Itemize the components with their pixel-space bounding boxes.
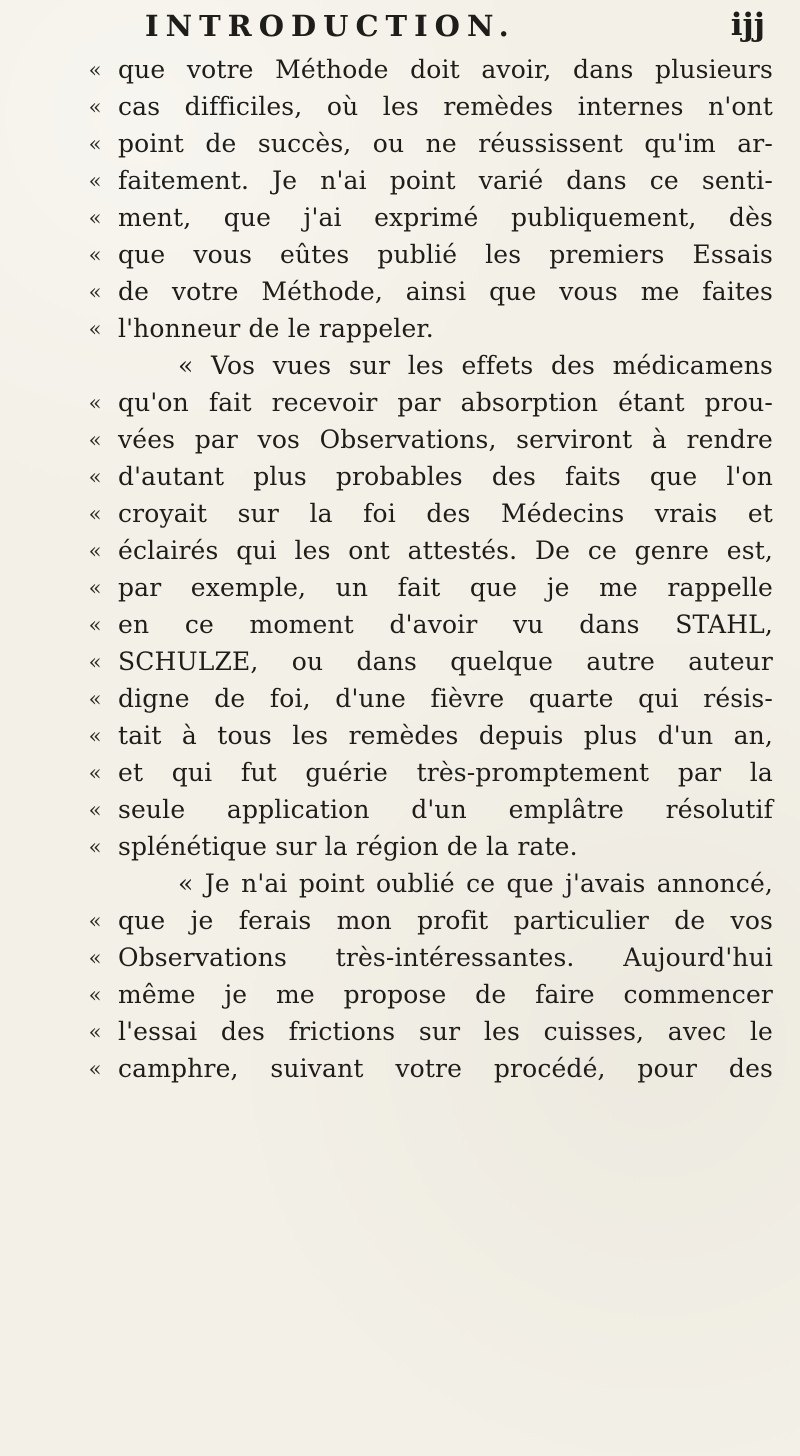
text-line (0, 644, 800, 680)
text-line (0, 1014, 800, 1050)
line-text: que votre Méthode doit avoir, dans plusieurs (118, 55, 773, 84)
line-text: en ce moment d'avoir vu dans STAHL, (118, 610, 773, 639)
line-text: croyait sur la foi des Médecins vrais et (118, 499, 773, 528)
quote-mark: « (88, 687, 102, 711)
quote-mark: « (88, 95, 102, 119)
quote-mark: « (88, 539, 102, 563)
line-text: que vous eûtes publié les premiers Essais (118, 240, 773, 269)
line-text: qu'on fait recevoir par absorption étant prou- (118, 388, 773, 417)
text-line (0, 274, 800, 310)
text-line (0, 163, 800, 199)
line-text: ment, que j'ai exprimé publiquement, dès (118, 203, 773, 232)
quote-mark: « (88, 613, 102, 637)
line-text: vées par vos Observations, serviront à rendre (118, 425, 773, 454)
line-text: éclairés qui les ont attestés. De ce genre est, (118, 536, 773, 565)
quote-mark: « (88, 206, 102, 230)
text-line (0, 52, 800, 88)
line-text: que je ferais mon profit particulier de vos (118, 906, 773, 935)
quote-mark: « (88, 132, 102, 156)
text-line (0, 459, 800, 495)
quote-mark: « (88, 946, 102, 970)
quote-mark: « (88, 317, 102, 341)
line-text: et qui fut guérie très-promptement par la (118, 758, 773, 787)
line-text: d'autant plus probables des faits que l'on (118, 462, 773, 491)
quote-mark: « (88, 650, 102, 674)
quote-mark: « (88, 1020, 102, 1044)
page-number: ijj (730, 7, 765, 43)
text-line (0, 126, 800, 162)
line-text: splénétique sur la région de la rate. (118, 832, 578, 861)
paragraph-start-line (0, 866, 800, 902)
line-text: cas difficiles, où les remèdes internes n'ont (118, 92, 773, 121)
text-line (0, 89, 800, 125)
line-text: seule application d'un emplâtre résolutif (118, 795, 773, 824)
quote-mark: « (88, 243, 102, 267)
quote-mark: « (88, 724, 102, 748)
quote-mark: « (88, 465, 102, 489)
text-line (0, 755, 800, 791)
quote-mark: « (88, 835, 102, 859)
text-line (0, 311, 800, 347)
text-line (0, 792, 800, 828)
line-text: par exemple, un fait que je me rappelle (118, 573, 773, 602)
text-line (0, 422, 800, 458)
text-line (0, 237, 800, 273)
text-line (0, 829, 800, 865)
text-line (0, 940, 800, 976)
line-text: l'honneur de le rappeler. (118, 314, 434, 343)
text-line (0, 977, 800, 1013)
text-line (0, 718, 800, 754)
quote-mark: « (88, 1057, 102, 1081)
text-line (0, 200, 800, 236)
line-text: l'essai des frictions sur les cuisses, avec le (118, 1017, 773, 1046)
quote-mark: « (88, 58, 102, 82)
line-text: SCHULZE, ou dans quelque autre auteur (118, 647, 773, 676)
quote-mark: « (88, 502, 102, 526)
text-line (0, 903, 800, 939)
text-line (0, 681, 800, 717)
text-line (0, 570, 800, 606)
quote-mark: « (88, 798, 102, 822)
line-text: point de succès, ou ne réussissent qu'im ar- (118, 129, 773, 158)
quote-mark: « (88, 391, 102, 415)
quote-mark: « (88, 761, 102, 785)
quote-mark: « (88, 169, 102, 193)
page-title: INTRODUCTION. (145, 9, 516, 43)
quote-mark: « (88, 983, 102, 1007)
text-line (0, 1051, 800, 1087)
quote-mark: « (88, 428, 102, 452)
line-text: camphre, suivant votre procédé, pour des (118, 1054, 773, 1083)
line-text: de votre Méthode, ainsi que vous me faites (118, 277, 773, 306)
line-text: « Vos vues sur les effets des médicamens (178, 351, 773, 380)
line-text: même je me propose de faire commencer (118, 980, 773, 1009)
text-line (0, 607, 800, 643)
text-line (0, 496, 800, 532)
quote-mark: « (88, 576, 102, 600)
text-line (0, 385, 800, 421)
text-line (0, 533, 800, 569)
quote-mark: « (88, 909, 102, 933)
line-text: digne de foi, d'une fièvre quarte qui résis- (118, 684, 773, 713)
running-header (145, 9, 765, 53)
line-text: faitement. Je n'ai point varié dans ce senti- (118, 166, 773, 195)
paragraph-start-line (0, 348, 800, 384)
line-text: « Je n'ai point oublié ce que j'avais annoncé, (178, 869, 773, 898)
line-text: Observations très-intéressantes. Aujourd'hui (118, 943, 773, 972)
quote-mark: « (88, 280, 102, 304)
body-text (0, 52, 800, 1432)
line-text: tait à tous les remèdes depuis plus d'un an, (118, 721, 773, 750)
